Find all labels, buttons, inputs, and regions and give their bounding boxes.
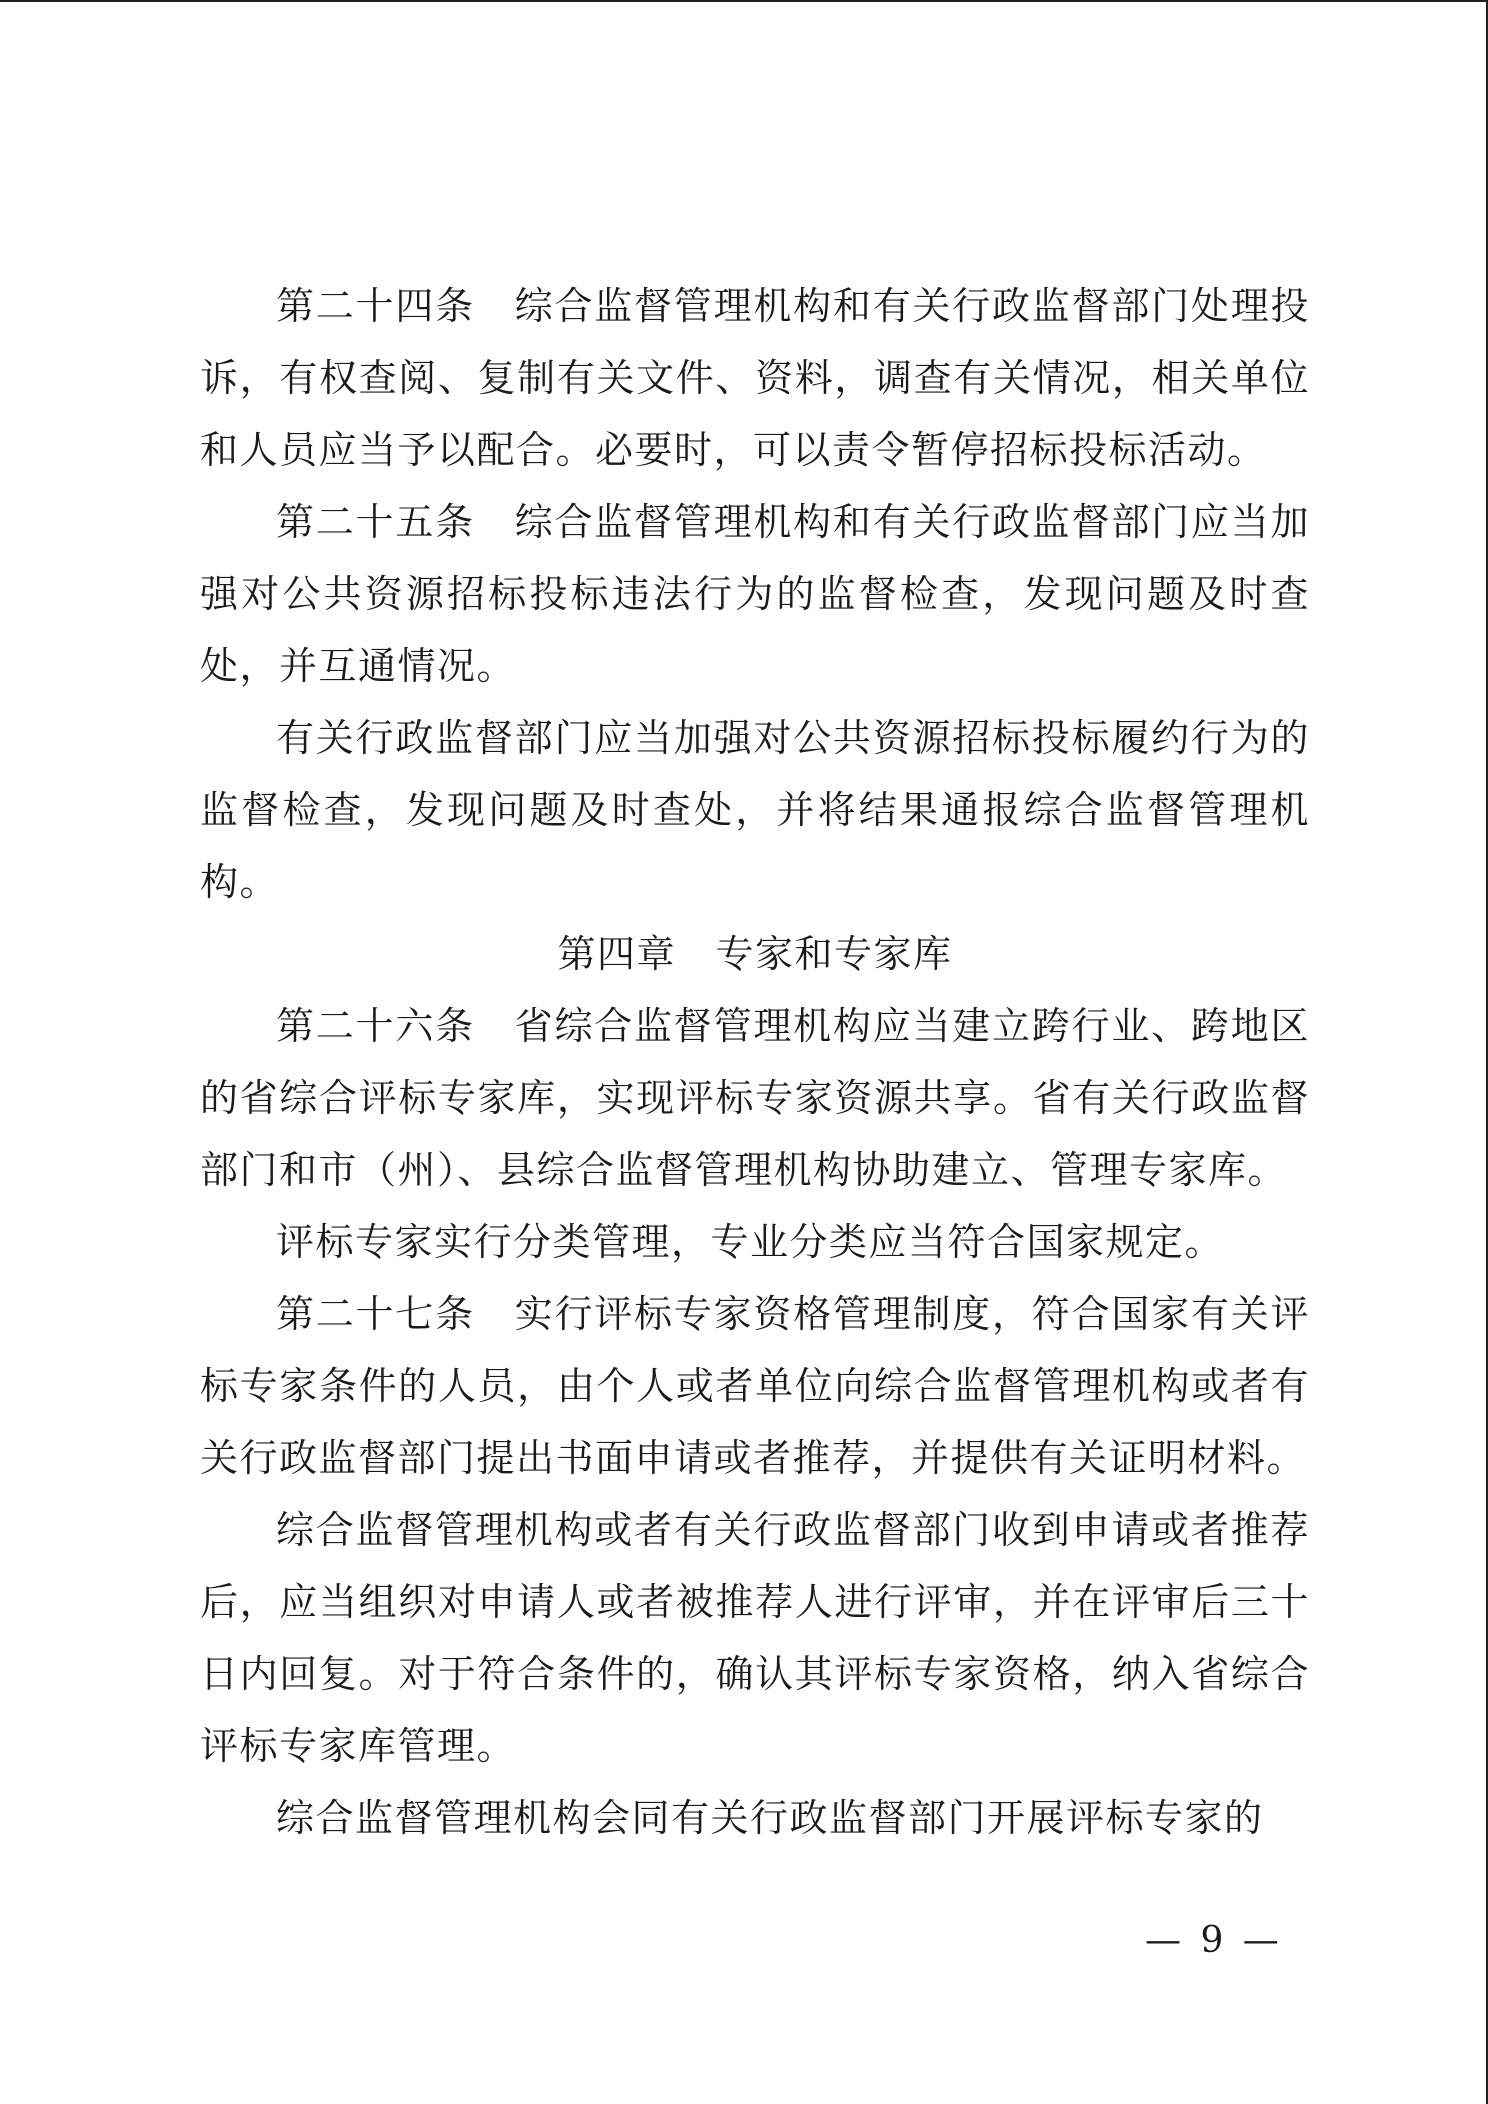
article-27-paragraph-2: 综合监督管理机构或者有关行政监督部门收到申请或者推荐后，应当组织对申请人或者被推荐人进行评审，并在评审后三十日内回复。对于符合条件的，确认其评标专家资格，纳入省综合评标专家库管理。: [200, 1508, 1310, 1768]
chapter-title: 第四章 专家和专家库: [557, 932, 953, 976]
article-26: 第二十六条 省综合监督管理机构应当建立跨行业、跨地区的省综合评标专家库，实现评标专家资源共享。省有关行政监督部门和市（州）、县综合监督管理机构协助建立、管理专家库。: [200, 1004, 1310, 1192]
document-body: [200, 270, 1310, 1854]
article-25-paragraph-2: 有关行政监督部门应当加强对公共资源招标投标履约行为的监督检查，发现问题及时查处，并将结果通报综合监督管理机构。: [200, 716, 1310, 904]
article-27: 第二十七条 实行评标专家资格管理制度，符合国家有关评标专家条件的人员，由个人或者单位向综合监督管理机构或者有关行政监督部门提出书面申请或者推荐，并提供有关证明材料。: [200, 1292, 1310, 1480]
article-25: 第二十五条 综合监督管理机构和有关行政监督部门应当加强对公共资源招标投标违法行为的监督检查，发现问题及时查处，并互通情况。: [200, 500, 1310, 688]
page-number: — 9 —: [1145, 1920, 1283, 1961]
page-top-border: [0, 0, 1488, 2]
article-27-paragraph-3: 综合监督管理机构会同有关行政监督部门开展评标专家的: [276, 1796, 1264, 1840]
article-24: 第二十四条 综合监督管理机构和有关行政监督部门处理投诉，有权查阅、复制有关文件、资料，调查有关情况，相关单位和人员应当予以配合。必要时，可以责令暂停招标投标活动。: [200, 284, 1310, 472]
article-26-paragraph-2: 评标专家实行分类管理，专业分类应当符合国家规定。: [276, 1220, 1225, 1264]
